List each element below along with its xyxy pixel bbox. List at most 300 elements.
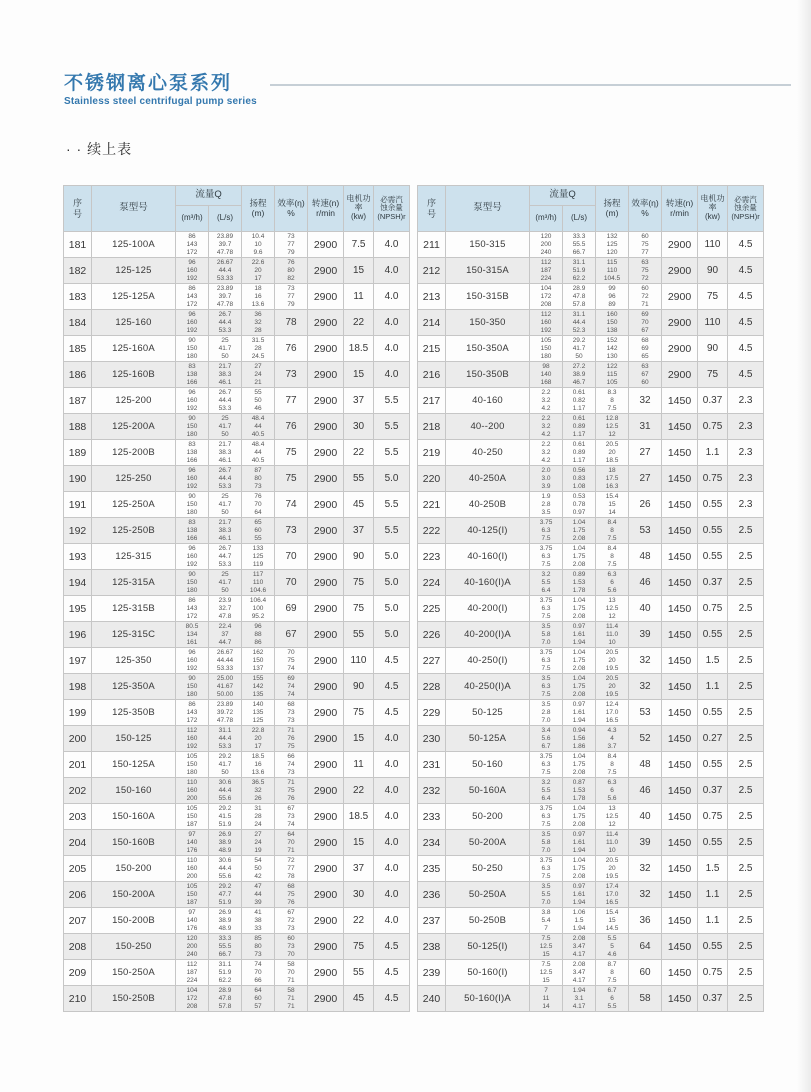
table-row: [418, 310, 764, 336]
cell-flow-ls: 26.7 44.4 53.3: [209, 388, 242, 414]
cell-flow-m3h: 86 143 172: [176, 284, 209, 310]
cell-power: 1.1: [698, 882, 728, 908]
cell-efficiency: 74: [275, 492, 308, 518]
cell-flow-ls: 23.89 39.7 47.78: [209, 232, 242, 258]
cell-efficiency: 46: [629, 570, 662, 596]
cell-speed: 2900: [308, 466, 344, 492]
cell-power: 0.55: [698, 830, 728, 856]
cell-npsh: 2.5: [728, 726, 764, 752]
cell-flow-ls: 21.7 38.3 46.1: [209, 440, 242, 466]
cell-model: 150-160B: [92, 830, 176, 856]
cell-npsh: 4.5: [728, 284, 764, 310]
cell-flow-ls: 29.2 41.7 50: [209, 752, 242, 778]
cell-power: 0.37: [698, 570, 728, 596]
cell-npsh: 4.0: [374, 908, 410, 934]
cell-head: 64 60 57: [242, 986, 275, 1012]
cell-model: 50-250: [446, 856, 530, 882]
cell-flow-m3h: 96 160 192: [176, 310, 209, 336]
cell-npsh: 2.5: [728, 804, 764, 830]
cell-speed: 2900: [308, 934, 344, 960]
cell-npsh: 2.5: [728, 960, 764, 986]
cell-flow-m3h: 112 187 224: [176, 960, 209, 986]
cell-model: 125-200: [92, 388, 176, 414]
cell-serial: 213: [418, 284, 446, 310]
cell-head: 87 80 73: [242, 466, 275, 492]
cell-head: 18.5 16 13.6: [242, 752, 275, 778]
table-row: [418, 804, 764, 830]
cell-flow-m3h: 110 160 200: [176, 856, 209, 882]
cell-head: 65 60 55: [242, 518, 275, 544]
cell-flow-ls: 26.7 44.4 53.3: [209, 310, 242, 336]
cell-serial: 209: [64, 960, 92, 986]
cell-efficiency: 71 76 75: [275, 726, 308, 752]
cell-speed: 2900: [308, 596, 344, 622]
cell-head: 133 125 119: [242, 544, 275, 570]
cell-power: 110: [344, 648, 374, 674]
cell-npsh: 5.0: [374, 622, 410, 648]
cell-serial: 219: [418, 440, 446, 466]
table-row: [64, 544, 410, 570]
cell-efficiency: 73 77 79: [275, 232, 308, 258]
cell-speed: 2900: [308, 284, 344, 310]
cell-speed: 1450: [662, 830, 698, 856]
cell-head: 115 110 104.5: [596, 258, 629, 284]
cell-efficiency: 76 80 82: [275, 258, 308, 284]
cell-speed: 2900: [308, 310, 344, 336]
cell-head: 20.5 20 18.5: [596, 440, 629, 466]
cell-model: 150-315B: [446, 284, 530, 310]
cell-power: 0.37: [698, 778, 728, 804]
cell-npsh: 4.0: [374, 362, 410, 388]
cell-serial: 205: [64, 856, 92, 882]
cell-flow-m3h: 3.2 5.5 6.4: [530, 570, 563, 596]
cell-efficiency: 32: [629, 648, 662, 674]
cell-serial: 210: [64, 986, 92, 1012]
cell-efficiency: 63 67 60: [629, 362, 662, 388]
cell-flow-ls: 31.1 51.9 62.2: [563, 258, 596, 284]
cell-serial: 214: [418, 310, 446, 336]
cell-flow-m3h: 83 138 166: [176, 518, 209, 544]
cell-speed: 2900: [308, 492, 344, 518]
cell-flow-ls: 1.04 1.75 2.08: [563, 856, 596, 882]
cell-flow-m3h: 110 160 200: [176, 778, 209, 804]
cell-flow-ls: 2.08 3.47 4.17: [563, 960, 596, 986]
cell-power: 15: [344, 726, 374, 752]
cell-speed: 1450: [662, 648, 698, 674]
cell-efficiency: 68 73 73: [275, 700, 308, 726]
table-row: [418, 518, 764, 544]
cell-npsh: 4.5: [728, 258, 764, 284]
cell-npsh: 4.5: [728, 232, 764, 258]
cell-serial: 185: [64, 336, 92, 362]
cell-serial: 229: [418, 700, 446, 726]
cell-flow-ls: 33.3 55.5 66.7: [563, 232, 596, 258]
cell-npsh: 4.5: [374, 648, 410, 674]
cell-model: 150-160: [92, 778, 176, 804]
table-row: [418, 414, 764, 440]
table-row: [64, 570, 410, 596]
cell-efficiency: 67: [275, 622, 308, 648]
cell-serial: 232: [418, 778, 446, 804]
cell-flow-m3h: 3.75 6.3 7.5: [530, 752, 563, 778]
cell-speed: 2900: [308, 570, 344, 596]
cell-flow-m3h: 90 150 180: [176, 570, 209, 596]
cell-flow-m3h: 96 160 192: [176, 544, 209, 570]
cell-efficiency: 58 71 71: [275, 986, 308, 1012]
cell-npsh: 4.5: [374, 986, 410, 1012]
cell-speed: 1450: [662, 726, 698, 752]
cell-flow-ls: 0.97 1.61 1.94: [563, 622, 596, 648]
table-row: [64, 440, 410, 466]
cell-speed: 2900: [662, 232, 698, 258]
cell-flow-ls: 0.97 1.61 1.94: [563, 882, 596, 908]
cell-power: 22: [344, 310, 374, 336]
cell-serial: 218: [418, 414, 446, 440]
cell-serial: 234: [418, 830, 446, 856]
cell-npsh: 5.5: [374, 440, 410, 466]
cell-model: 125-160A: [92, 336, 176, 362]
cell-flow-m3h: 104 172 208: [176, 986, 209, 1012]
cell-serial: 197: [64, 648, 92, 674]
cell-power: 0.55: [698, 544, 728, 570]
cell-speed: 1450: [662, 700, 698, 726]
cell-speed: 1450: [662, 778, 698, 804]
cell-efficiency: 53: [629, 700, 662, 726]
cell-flow-m3h: 90 150 180: [176, 336, 209, 362]
table-row: [418, 752, 764, 778]
col-model: 泵型号: [446, 186, 530, 232]
cell-speed: 1450: [662, 492, 698, 518]
col-efficiency: 效率(η) %: [275, 186, 308, 232]
cell-power: 75: [344, 596, 374, 622]
cell-npsh: 4.0: [374, 284, 410, 310]
cell-flow-ls: 26.7 44.7 53.3: [209, 544, 242, 570]
cell-efficiency: 76: [275, 414, 308, 440]
cell-serial: 238: [418, 934, 446, 960]
cell-efficiency: 69 70 67: [629, 310, 662, 336]
cell-npsh: 2.5: [728, 518, 764, 544]
cell-flow-ls: 1.94 3.1 4.17: [563, 986, 596, 1012]
table-row: [418, 960, 764, 986]
col-npsh: 必需汽 蚀余量 (NPSH)r: [728, 186, 764, 232]
cell-serial: 230: [418, 726, 446, 752]
cell-model: 150-250A: [92, 960, 176, 986]
cell-head: 96 88 86: [242, 622, 275, 648]
cell-efficiency: 70: [275, 544, 308, 570]
cell-serial: 222: [418, 518, 446, 544]
cell-npsh: 4.5: [728, 362, 764, 388]
cell-flow-ls: 1.04 1.75 2.08: [563, 544, 596, 570]
cell-efficiency: 73 77 79: [275, 284, 308, 310]
cell-npsh: 2.5: [728, 934, 764, 960]
cell-power: 75: [344, 934, 374, 960]
cell-speed: 1450: [662, 908, 698, 934]
cell-model: 125-160: [92, 310, 176, 336]
cell-power: 90: [344, 544, 374, 570]
cell-head: 54 50 42: [242, 856, 275, 882]
cell-power: 110: [698, 232, 728, 258]
table-row: [418, 648, 764, 674]
cell-speed: 2900: [308, 388, 344, 414]
cell-flow-ls: 29.2 41.7 50: [563, 336, 596, 362]
cell-serial: 196: [64, 622, 92, 648]
cell-efficiency: 64 70 71: [275, 830, 308, 856]
cell-flow-ls: 0.94 1.56 1.86: [563, 726, 596, 752]
cell-model: 150-315: [446, 232, 530, 258]
cell-power: 1.5: [698, 648, 728, 674]
cell-model: 125-250: [92, 466, 176, 492]
cell-model: 40-250: [446, 440, 530, 466]
cell-serial: 233: [418, 804, 446, 830]
cell-flow-m3h: 112 160 192: [530, 310, 563, 336]
cell-head: 27 24 19: [242, 830, 275, 856]
cell-serial: 216: [418, 362, 446, 388]
table-row: [64, 466, 410, 492]
cell-npsh: 2.5: [728, 908, 764, 934]
cell-speed: 1450: [662, 440, 698, 466]
cell-model: 50-160(I): [446, 960, 530, 986]
cell-power: 75: [698, 362, 728, 388]
cell-speed: 2900: [308, 440, 344, 466]
cell-npsh: 2.3: [728, 388, 764, 414]
cell-flow-ls: 0.56 0.83 1.08: [563, 466, 596, 492]
cell-model: 40-200(I)A: [446, 622, 530, 648]
cell-flow-ls: 23.89 39.72 47.78: [209, 700, 242, 726]
cell-npsh: 4.5: [374, 934, 410, 960]
cell-efficiency: 69: [275, 596, 308, 622]
cell-flow-m3h: 3.5 5.8 7.0: [530, 830, 563, 856]
cell-npsh: 4.5: [374, 700, 410, 726]
cell-model: 40-160(I)A: [446, 570, 530, 596]
cell-flow-m3h: 86 143 172: [176, 596, 209, 622]
cell-head: 6.7 6 5.5: [596, 986, 629, 1012]
cell-efficiency: 36: [629, 908, 662, 934]
table-row: [64, 596, 410, 622]
cell-flow-m3h: 97 140 176: [176, 908, 209, 934]
table-body-right: [418, 232, 764, 1012]
col-head: 扬程 (m): [242, 186, 275, 232]
cell-efficiency: 52: [629, 726, 662, 752]
cell-head: 12.4 17.0 16.5: [596, 700, 629, 726]
col-power: 电机功率 (kw): [698, 186, 728, 232]
cell-power: 0.37: [698, 986, 728, 1012]
cell-flow-ls: 2.08 3.47 4.17: [563, 934, 596, 960]
cell-head: 74 70 66: [242, 960, 275, 986]
cell-efficiency: 76: [275, 336, 308, 362]
cell-power: 55: [344, 622, 374, 648]
table-row: [418, 492, 764, 518]
cell-flow-ls: 31.1 51.9 62.2: [209, 960, 242, 986]
cell-speed: 2900: [308, 726, 344, 752]
cell-power: 22: [344, 908, 374, 934]
cell-head: 160 150 138: [596, 310, 629, 336]
cell-model: 150-200: [92, 856, 176, 882]
cell-head: 12.8 12.5 12: [596, 414, 629, 440]
cell-efficiency: 32: [629, 674, 662, 700]
cell-flow-ls: 28.9 47.8 57.8: [209, 986, 242, 1012]
table-row: [64, 960, 410, 986]
cell-flow-ls: 26.9 38.9 48.9: [209, 908, 242, 934]
cell-model: 125-200A: [92, 414, 176, 440]
table-row: [418, 700, 764, 726]
cell-flow-m3h: 112 160 192: [176, 726, 209, 752]
cell-flow-ls: 23.9 32.7 47.8: [209, 596, 242, 622]
cell-model: 40-250(I): [446, 648, 530, 674]
table-row: [64, 882, 410, 908]
cell-efficiency: 78: [275, 310, 308, 336]
cell-head: 4.3 4 3.7: [596, 726, 629, 752]
cell-flow-ls: 30.6 44.4 55.6: [209, 778, 242, 804]
cell-flow-ls: 22.4 37 44.7: [209, 622, 242, 648]
cell-flow-m3h: 120 200 240: [176, 934, 209, 960]
cell-flow-m3h: 96 160 192: [176, 648, 209, 674]
table-row: [64, 830, 410, 856]
cell-serial: 195: [64, 596, 92, 622]
cell-serial: 204: [64, 830, 92, 856]
cell-head: 22.6 20 17: [242, 258, 275, 284]
cell-efficiency: 32: [629, 388, 662, 414]
cell-npsh: 4.0: [374, 830, 410, 856]
cell-model: 125-125: [92, 258, 176, 284]
cell-flow-ls: 25 41.7 50: [209, 414, 242, 440]
table-row: [418, 856, 764, 882]
cell-serial: 240: [418, 986, 446, 1012]
cell-head: 20.5 20 19.5: [596, 674, 629, 700]
cell-flow-m3h: 90 150 180: [176, 674, 209, 700]
cell-model: 150-350B: [446, 362, 530, 388]
table-row: [64, 232, 410, 258]
cell-head: 13 12.5 12: [596, 596, 629, 622]
cell-flow-m3h: 3.8 5.4 7: [530, 908, 563, 934]
cell-efficiency: 66 74 73: [275, 752, 308, 778]
cell-npsh: 2.5: [728, 700, 764, 726]
table-row: [418, 934, 764, 960]
cell-power: 1.1: [698, 674, 728, 700]
cell-power: 15: [344, 362, 374, 388]
cell-npsh: 5.0: [374, 466, 410, 492]
cell-npsh: 4.0: [374, 310, 410, 336]
cell-head: 99 96 89: [596, 284, 629, 310]
cell-flow-m3h: 2.2 3.2 4.2: [530, 414, 563, 440]
cell-flow-ls: 26.67 44.44 53.33: [209, 648, 242, 674]
cell-flow-m3h: 3.5 5.8 7.0: [530, 622, 563, 648]
cell-speed: 1450: [662, 934, 698, 960]
cell-npsh: 4.5: [728, 336, 764, 362]
cell-flow-ls: 1.04 1.75 2.08: [563, 752, 596, 778]
cell-flow-m3h: 112 187 224: [530, 258, 563, 284]
cell-power: 0.55: [698, 622, 728, 648]
table-row: [64, 362, 410, 388]
cell-efficiency: 48: [629, 752, 662, 778]
cell-head: 20.5 20 19.5: [596, 648, 629, 674]
cell-efficiency: 75: [275, 466, 308, 492]
cell-speed: 2900: [662, 258, 698, 284]
col-flow-group: 流量Q: [530, 186, 596, 206]
cell-speed: 2900: [308, 362, 344, 388]
cell-efficiency: 26: [629, 492, 662, 518]
cell-serial: 226: [418, 622, 446, 648]
cell-npsh: 2.5: [728, 596, 764, 622]
cell-flow-ls: 30.6 44.4 55.6: [209, 856, 242, 882]
cell-model: 50-160A: [446, 778, 530, 804]
table-row: [418, 284, 764, 310]
cell-serial: 193: [64, 544, 92, 570]
cell-head: 132 125 120: [596, 232, 629, 258]
cell-npsh: 4.0: [374, 778, 410, 804]
col-head: 扬程 (m): [596, 186, 629, 232]
table-row: [64, 856, 410, 882]
cell-head: 8.4 8 7.5: [596, 752, 629, 778]
cell-power: 30: [344, 882, 374, 908]
cell-flow-ls: 0.61 0.89 1.17: [563, 414, 596, 440]
cell-serial: 215: [418, 336, 446, 362]
cell-npsh: 4.0: [374, 882, 410, 908]
table-row: [64, 778, 410, 804]
cell-flow-m3h: 3.5 6.3 7.5: [530, 674, 563, 700]
cell-model: 40-250A: [446, 466, 530, 492]
cell-speed: 1450: [662, 596, 698, 622]
cell-serial: 207: [64, 908, 92, 934]
cell-flow-ls: 1.04 1.75 2.08: [563, 518, 596, 544]
cell-speed: 2900: [308, 232, 344, 258]
cell-flow-m3h: 80.5 134 161: [176, 622, 209, 648]
cell-flow-m3h: 7.5 12.5 15: [530, 960, 563, 986]
col-flow-ls: (L/s): [209, 206, 242, 232]
cell-power: 75: [344, 700, 374, 726]
col-power: 电机功率 (kw): [344, 186, 374, 232]
cell-efficiency: 64: [629, 934, 662, 960]
cell-speed: 2900: [308, 518, 344, 544]
cell-flow-ls: 21.7 38.3 46.1: [209, 362, 242, 388]
cell-flow-ls: 25.00 41.67 50.00: [209, 674, 242, 700]
cell-serial: 190: [64, 466, 92, 492]
cell-serial: 237: [418, 908, 446, 934]
cell-flow-m3h: 7 11 14: [530, 986, 563, 1012]
cell-speed: 2900: [308, 752, 344, 778]
cell-head: 20.5 20 19.5: [596, 856, 629, 882]
cell-power: 30: [344, 414, 374, 440]
table-row: [418, 232, 764, 258]
table-row: [64, 388, 410, 414]
cell-flow-m3h: 3.75 6.3 7.5: [530, 518, 563, 544]
cell-serial: 194: [64, 570, 92, 596]
cell-npsh: 2.3: [728, 466, 764, 492]
pump-table-left: [63, 185, 410, 1012]
cell-head: 36.5 32 26: [242, 778, 275, 804]
cell-flow-ls: 1.04 1.75 2.08: [563, 804, 596, 830]
cell-head: 11.4 11.0 10: [596, 830, 629, 856]
cell-power: 22: [344, 440, 374, 466]
cell-model: 150-250B: [92, 986, 176, 1012]
cell-flow-m3h: 83 138 166: [176, 440, 209, 466]
table-row: [418, 440, 764, 466]
cell-flow-ls: 26.67 44.4 53.33: [209, 258, 242, 284]
cell-speed: 1450: [662, 986, 698, 1012]
cell-head: 6.3 6 5.6: [596, 570, 629, 596]
cell-serial: 183: [64, 284, 92, 310]
cell-speed: 2900: [662, 362, 698, 388]
cell-model: 150-160A: [92, 804, 176, 830]
cell-serial: 217: [418, 388, 446, 414]
cell-flow-m3h: 3.2 5.5 6.4: [530, 778, 563, 804]
cell-npsh: 4.5: [374, 960, 410, 986]
cell-power: 11: [344, 752, 374, 778]
cell-head: 15.4 15 14.5: [596, 908, 629, 934]
cell-efficiency: 31: [629, 414, 662, 440]
cell-npsh: 2.5: [728, 986, 764, 1012]
cell-flow-m3h: 98 140 168: [530, 362, 563, 388]
cell-npsh: 5.5: [374, 492, 410, 518]
